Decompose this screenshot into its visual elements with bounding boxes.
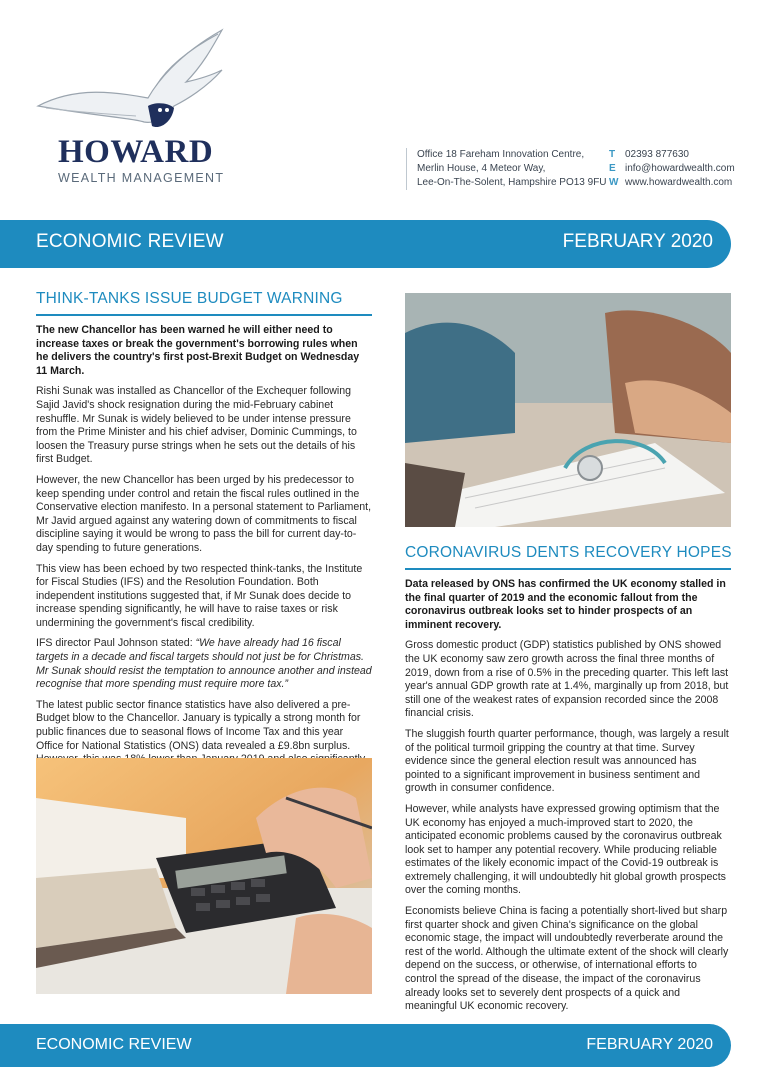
phone-line [609,148,735,162]
calculator-photo [36,758,372,994]
footer-date: FEBRUARY 2020 [586,1036,713,1053]
footer-banner [0,1024,731,1067]
stethoscope-photo [405,293,731,527]
article-lede: Data released by ONS has confirmed the UK economy stalled in the final quarter of 2019 and the economic fallout from the coronavirus outbreak looks set to hinder prospects of an imminent recovery. [405,578,726,631]
article-budget [36,290,372,787]
title-banner [0,220,731,268]
article-lede: The new Chancellor has been warned he will either need to increase taxes or break the government's borrowing rules when he delivers the country's first post-Brexit Budget on Wednesday 11 March. [36,324,360,377]
website-link[interactable]: www.howardwealth.com [625,177,733,188]
article-paragraph: Rishi Sunak was installed as Chancellor of the Exchequer following Sajid Javid's shock resignation during the mid-February cabinet reshuffle. Mr Sunak is widely believed to be under intense pressure from the Prime Minister and his chief adviser, Dominic Cummings, to loosen the Treasury purse strings when he sets out the details of his first Budget. [36,385,357,466]
banner-date: FEBRUARY 2020 [562,231,713,252]
quote-text: “We have already had 16 fiscal targets in a decade and fiscal targets should not just be for Christmas. Mr Sunak should resist the temptation to announce another and instead recognise that more spending must require more tax.” [36,637,372,691]
brand-name: HOWARD [58,134,214,170]
article-paragraph: The sluggish fourth quarter performance, though, was largely a result of the political turmoil gripping the country at that time. Survey evidence since the general election result was announced has pointed to a significant improvement in business sentiment and growth in consumer confidence. [405,727,729,795]
article-paragraph: However, while analysts have expressed growing optimism that the UK economy has enjoyed a much-improved start to 2020, the anticipated economic problems caused by the coronavirus outbreak look set to hamper any potential recovery. While producing reliable estimates of the likely economic impact of the Covid-19 outbreak is extremely challenging, it will undoubtedly hit global growth prospects over the coming months. [405,802,726,897]
web-key: W [609,177,619,188]
company-logo [36,26,236,186]
email-link[interactable]: info@howardwealth.com [625,163,735,174]
article-coronavirus [405,544,731,1021]
contact-block [406,148,737,190]
phone-key: T [609,149,616,160]
article-paragraph: Economists believe China is facing a potentially short-lived but sharp first quarter shock and given China's significance on the global economic stage, the impact will undoubtedly reverberate around the rest of the world. Although the ultimate extent of the shock will clearly depend on the success, or otherwise, of international efforts to control the spread of the disease, the impact of the coronavirus already looks set to severely dent prospects of a quick and meaningful UK economic recovery. [405,905,729,1013]
email-line [609,162,735,176]
address-line: Office 18 Fareham Innovation Centre, [417,149,585,160]
footer-title: ECONOMIC REVIEW [36,1036,192,1053]
web-line [609,176,735,190]
article-paragraph: However, the new Chancellor has been urged by his predecessor to keep spending under control and retain the fiscal rules outlined in the Conservative election manifesto. In a personal statement to Parliament, Mr Javid argued against any watering down of commitments to fiscal discipline saying it would be wrong to pass the bill for current day-to-day spending to future generations. [36,473,372,554]
contact-lines [609,148,735,190]
owl-icon [36,26,236,136]
brand-subtitle: WEALTH MANAGEMENT [58,171,225,185]
phone-number[interactable]: 02393 877630 [625,149,689,160]
article-paragraph [36,637,372,691]
article-paragraph: Gross domestic product (GDP) statistics published by ONS showed the UK economy saw zero growth across the final three months of 2019, down from a rise of 0.5% in the preceding quarter. This left last year's annual GDP growth rate at 1.4%, marginally up from 2018, but still one of the weakest rates of expansion recorded since the 2008 financial crisis. [405,639,729,720]
address-line: Merlin House, 4 Meteor Way, [417,163,546,174]
article-heading: THINK-TANKS ISSUE BUDGET WARNING [36,290,372,316]
quote-intro: IFS director Paul Johnson stated: [36,637,196,650]
banner-title: ECONOMIC REVIEW [36,231,224,252]
address-line: Lee-On-The-Solent, Hampshire PO13 9FU [417,177,607,188]
address [417,148,607,190]
article-paragraph: The latest public sector finance statistics have also delivered a pre-Budget blow to the Chancellor. January is typically a strong month for public finances due to seasonal flows of Income Tax and this year Office for National Statistics (ONS) data revealed a £9.8bn surplus. [36,698,361,752]
article-paragraph: This view has been echoed by two respected think-tanks, the Institute for Fiscal Studies (IFS) and the Resolution Foundation. Both independent institutions suggested that, if Mr Sunak does decide to increase spending significantly, he will have to raise taxes or risk undermining the government's fiscal credibility. [36,562,363,629]
email-key: E [609,163,616,174]
article-heading: CORONAVIRUS DENTS RECOVERY HOPES [405,544,731,570]
